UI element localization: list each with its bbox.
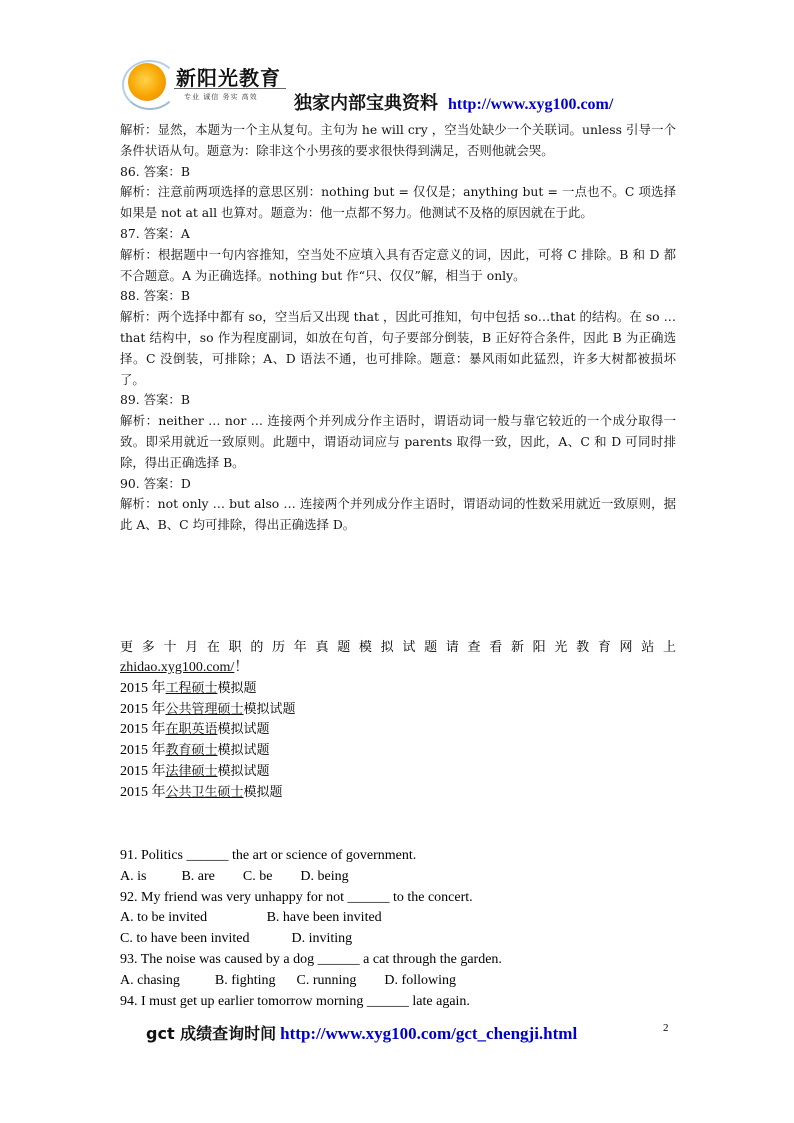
resource-link[interactable]: 教育硕士 xyxy=(165,743,218,759)
questions xyxy=(120,846,676,1012)
options-92-a: A. to be invited B. have been invited xyxy=(120,910,382,926)
answer-86: 86. 答案：B xyxy=(120,163,190,179)
explanation-85: 解析：显然，本题为一个主从复句。主句为 he will cry ，空当处缺少一个关联词。unless 引导一个条件状语从句。题意为：除非这个小男孩的要求很快得到满足，否则他就会哭。 xyxy=(120,122,676,158)
resource-link[interactable]: 公共管理硕士 xyxy=(165,701,244,717)
header-link[interactable]: http://www.xyg100.com/ xyxy=(448,96,614,113)
more-site-line xyxy=(120,658,676,679)
more-intro: 更多十月在职的历年真题模拟试题请查看新阳光教育网站上 xyxy=(120,640,676,655)
answer-90: 90. 答案：D xyxy=(120,475,191,491)
answer-88: 88. 答案：B xyxy=(120,288,190,304)
options-92-b: C. to have been invited D. inviting xyxy=(120,931,353,947)
sun-icon xyxy=(128,63,166,101)
resource-item: 2015 年教育硕士模拟试题 xyxy=(120,743,270,759)
question-91: 91. Politics ______ the art or science of government. xyxy=(120,848,417,863)
header-text xyxy=(294,89,613,115)
answer-89: 89. 答案：B xyxy=(120,392,190,408)
site-suffix: ！ xyxy=(234,660,249,675)
footer-label: gct 成绩查询时间 xyxy=(146,1024,277,1043)
page-header xyxy=(118,58,678,118)
logo-slogan: 专业 诚信 务实 高效 xyxy=(184,93,258,101)
header-label: 独家内部宝典资料 xyxy=(294,93,438,114)
logo-divider xyxy=(174,88,286,89)
resource-item: 2015 年工程硕士模拟题 xyxy=(120,680,257,696)
resource-item: 2015 年公共卫生硕士模拟题 xyxy=(120,784,283,800)
resource-link[interactable]: 在职英语 xyxy=(165,722,218,738)
explanation-90: 解析：not only … but also … 连接两个并列成分作主语时，谓语动词的性数采用就近一致原则，据此 A、B、C 均可排除，得出正确选择 D。 xyxy=(120,496,676,533)
site-link[interactable]: zhidao.xyg100.com/ xyxy=(120,660,235,675)
question-92: 92. My friend was very unhappy for not ______ to the concert. xyxy=(120,889,473,905)
resource-item: 2015 年在职英语模拟试题 xyxy=(120,722,270,738)
resource-link[interactable]: 法律硕士 xyxy=(165,763,218,779)
footer-link[interactable]: http://www.xyg100.com/gct_chengji.html xyxy=(280,1024,578,1043)
explanation-89: 解析：neither … nor … 连接两个并列成分作主语时，谓语动词一般与靠它较近的一个成分取得一致。即采用就近一致原则。此题中，谓语动词应与 parents 取得一致，因此，A、C 和 D 可同时排除，得出正确选择 B。 xyxy=(120,413,676,470)
explanation-87: 解析：根据题中一句内容推知，空当处不应填入具有否定意义的词，因此，可将 C 排除。B 和 D 都不合题意。A 为正确选择。nothing but 作“只、仅仅”解，相当于 only。 xyxy=(120,246,676,283)
explanation-86: 解析：注意前两项选择的意思区别：nothing but = 仅仅是；anything but = 一点也不。C 项选择如果是 not at all 也算对。题意为：他一点都不努力。他测试不及格的原因就在于此。 xyxy=(120,184,676,221)
resource-link[interactable]: 公共卫生硕士 xyxy=(165,784,244,800)
resource-link[interactable]: 工程硕士 xyxy=(165,680,218,696)
answer-87: 87. 答案：A xyxy=(120,225,190,241)
options-91: A. is B. are C. be D. being xyxy=(120,868,349,884)
page-number: 2 xyxy=(663,1022,669,1034)
answer-explanations xyxy=(120,120,676,536)
explanation-88: 解析：两个选择中都有 so，空当后又出现 that ，因此可推知，句中包括 so…that 的结构。在 so … that 结构中，so 作为程度副词，如放在句首，句子要部分倒装，B 正好符合条件，因此 B 为正确选择。C 没倒装，可排除；A、D 语法不通，也可排除。题意：暴风雨如此猛烈，许多大树都被损坏了。 xyxy=(120,309,676,387)
question-93: 93. The noise was caused by a dog ______ a cat through the garden. xyxy=(120,951,502,967)
options-93: A. chasing B. fighting C. running D. following xyxy=(120,972,456,988)
resource-item: 2015 年法律硕士模拟试题 xyxy=(120,763,270,779)
resource-item: 2015 年公共管理硕士模拟试题 xyxy=(120,701,296,717)
logo xyxy=(118,58,318,108)
page-footer xyxy=(146,1021,577,1044)
more-resources xyxy=(120,637,676,804)
question-94: 94. I must get up earlier tomorrow morning ______ late again. xyxy=(120,993,470,1009)
logo-title: 新阳光教育 xyxy=(176,66,281,90)
